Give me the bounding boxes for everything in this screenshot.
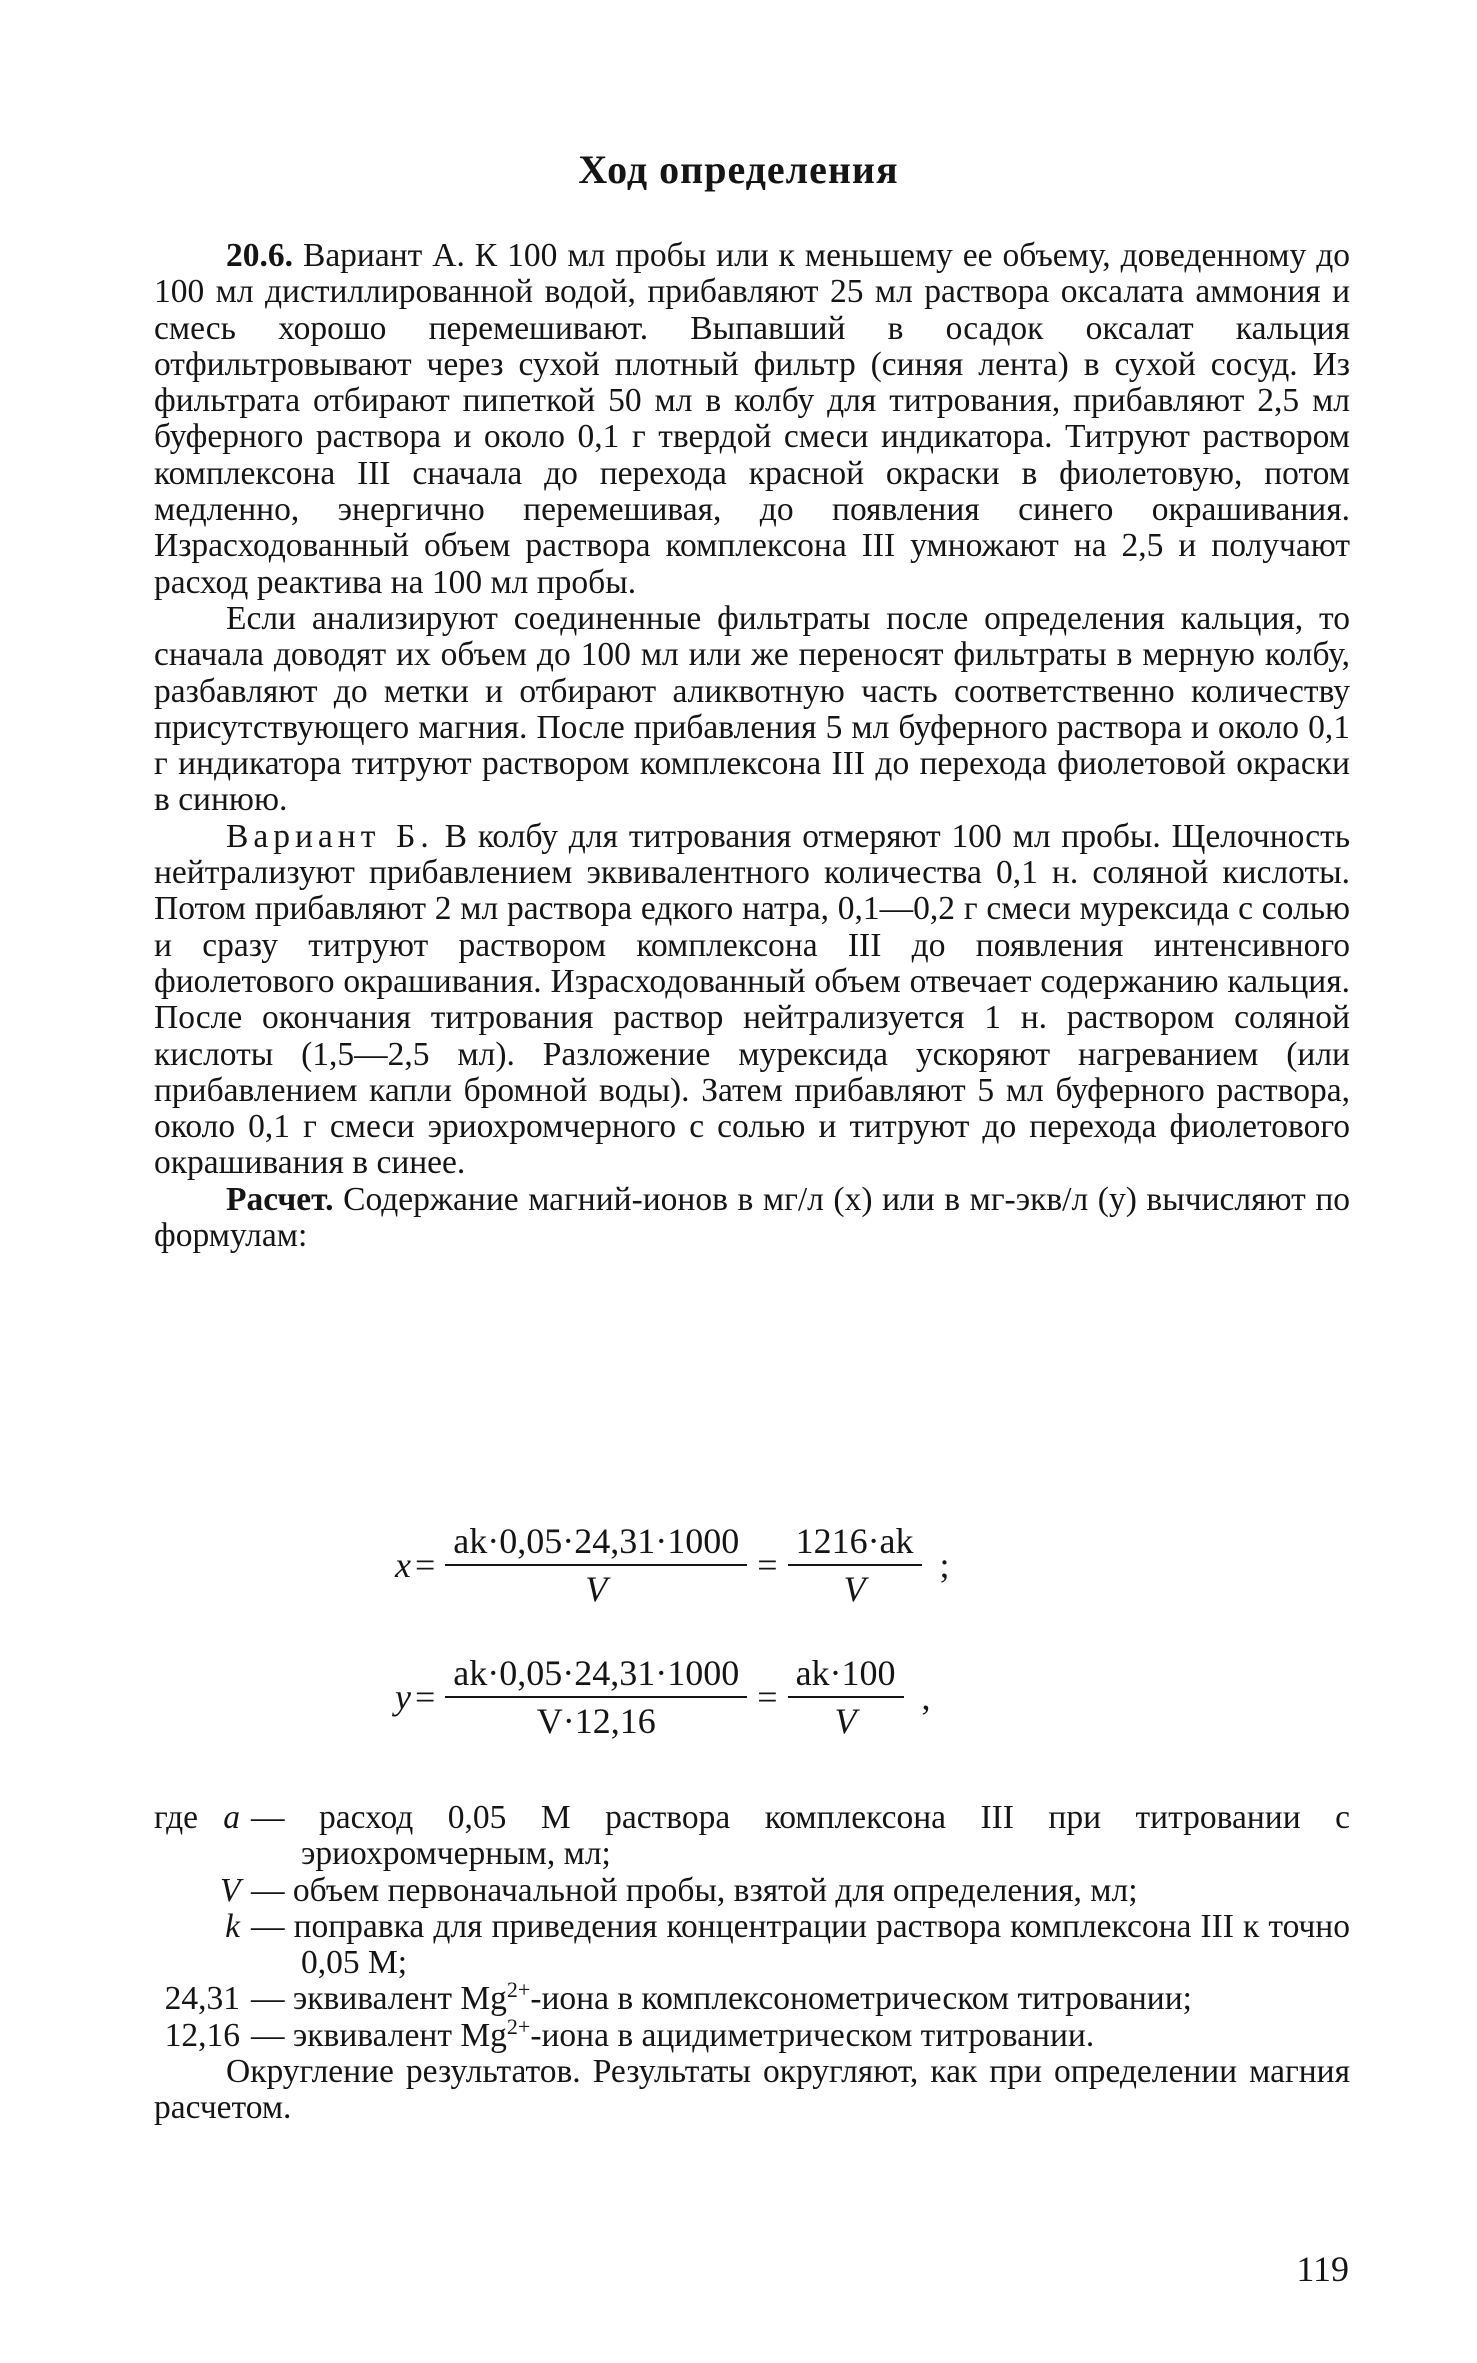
paragraph-rounding: Округление результатов. Результаты округляют, как при определении магния расчетом.: [154, 2053, 1350, 2127]
formula-y-denominator-1: V·12,16: [536, 1701, 656, 1741]
formula-y-numerator-1: ak·0,05·24,31·1000: [445, 1652, 747, 1698]
formula-y-fraction-2: [788, 1652, 904, 1742]
definition-symbol: V: [220, 1871, 241, 1909]
formula-y-tail: ,: [921, 1677, 931, 1717]
paragraph-variant-b-text: В колбу для титрования отмеряют 100 мл пробы. Щелочность нейтрализуют прибавлением эквивалентного количества 0,1 н. соляной кислоты. Потом прибавляют 2 мл раствора едкого натра, 0,1—0,2 г смеси мурексида с солью и сразу титруют раствором комплексона III до появления интенсивного фиолетового окрашивания. Израсходованный объем отвечает содержанию кальция. После окончания титрования раствор нейтрализуется 1 н. раствором соляной кислоты (1,5—2,5 мл). Разложение мурексида ускоряют нагреванием (или прибавлением капли бромной воды). Затем прибавляют 5 мл буферного раствора, около 0,1 г смеси эриохромчерного с солью и титруют до перехода фиолетового окрашивания в синее.: [154, 817, 1351, 1182]
where-word: где: [154, 1799, 198, 1836]
paragraph-calculation: [154, 1182, 1350, 1255]
definition-item: [154, 1977, 1350, 2018]
definition-symbol: a: [223, 1799, 240, 1836]
formula-x-numerator-2: 1216·ak: [788, 1520, 922, 1566]
definition-item: [154, 2013, 1350, 2054]
formula-x: x = $\frac{ak\cdot 0,05\cdot 24,31\cdot 1000}{V}$ = $\frac{1216\cdot ak}{V}$ ;: [395, 1521, 950, 1609]
formula-y-fraction-1: [445, 1652, 747, 1742]
formula-x-denominator-1: V: [585, 1569, 608, 1609]
definition-text: — эквивалент $Mg^{2+}$-иона в комплексонометрическом титровании;: [251, 1977, 1192, 2018]
calculation-lead: Расчет.: [226, 1180, 334, 1218]
paragraph-variant-b: [154, 819, 1350, 1182]
formula-y-lhs: y: [395, 1677, 411, 1717]
formula-y: y = $\frac{ak\cdot 0,05\cdot 24,31\cdot 1000}{V\cdot 12,16}$ = $\frac{ak\cdot 100}{V}$ ,: [395, 1653, 931, 1741]
paragraph-variant-a: [154, 238, 1350, 601]
paragraph-calculation-text: Содержание магний-ионов в мг/л (x) или в мг-экв/л (y) вычисляют по формулам:: [154, 1180, 1351, 1255]
definition-symbol: k: [225, 1907, 240, 1945]
formula-x-numerator-1: ak·0,05·24,31·1000: [445, 1520, 747, 1566]
definition-item: [154, 1909, 1350, 1982]
definition-item: [154, 1800, 1350, 1873]
definition-text: — эквивалент $Mg^{2+}$-иона в ацидиметрическом титровании.: [251, 2013, 1095, 2054]
formula-x-denominator-2: V: [843, 1569, 866, 1609]
paragraph-number: 20.6.: [226, 237, 293, 274]
formula-y-numerator-2: ak·100: [788, 1652, 904, 1698]
formula-x-fraction-2: [788, 1520, 922, 1610]
body-text: [154, 238, 1350, 1254]
variant-b-lead: Вариант Б.: [226, 817, 434, 855]
formula-x-fraction-1: [445, 1520, 747, 1610]
definition-item: [154, 1873, 1350, 1909]
paragraph-variant-a-text: Вариант А. К 100 мл пробы или к меньшему ее объему, доведенному до 100 мл дистиллированной водой, прибавляют 25 мл раствора оксалата аммония и смесь хорошо перемешивают. Выпавший в осадок оксалат кальция отфильтровывают через сухой плотный фильтр (синяя лента) в сухой сосуд. Из фильтрата отбирают пипеткой 50 мл в колбу для титрования, прибавляют 2,5 мл буферного раствора и около 0,1 г твердой смеси индикатора. Титруют раствором комплексона III сначала до перехода красной окраски в фиолетовую, потом медленно, энергично перемешивая, до появления синего окрашивания. Израсходованный объем раствора комплексона III умножают на 2,5 и получают расход реактива на 100 мл пробы.: [154, 237, 1350, 601]
section-heading: Ход определения: [578, 147, 899, 192]
paragraph-filtrates: Если анализируют соединенные фильтраты после определения кальция, то сначала доводят их объем до 100 мл или же переносят фильтраты в мерную колбу, разбавляют до метки и отбирают аликвотную часть соответственно количеству присутствующего магния. После прибавления 5 мл буферного раствора и около 0,1 г индикатора титруют раствором комплексона III до перехода фиолетовой окраски в синюю.: [154, 599, 1350, 819]
definition-symbol: 24,31: [164, 1980, 240, 2018]
definition-text: — поправка для приведения концентрации раствора комплексона III к точно 0,05 М;: [251, 1907, 1350, 1982]
variable-definitions: [154, 1800, 1350, 2127]
definition-symbol: 12,16: [164, 2016, 240, 2054]
page-number: 119: [1296, 2249, 1349, 2289]
definition-text: — объем первоначальной пробы, взятой для определения, мл;: [251, 1871, 1138, 1909]
definition-text: — расход 0,05 М раствора комплексона III при титровании с эриохромчерным, мл;: [251, 1799, 1350, 1873]
formula-x-lhs: x: [395, 1545, 411, 1585]
formula-y-denominator-2: V: [834, 1701, 857, 1741]
formula-x-tail: ;: [939, 1545, 950, 1585]
